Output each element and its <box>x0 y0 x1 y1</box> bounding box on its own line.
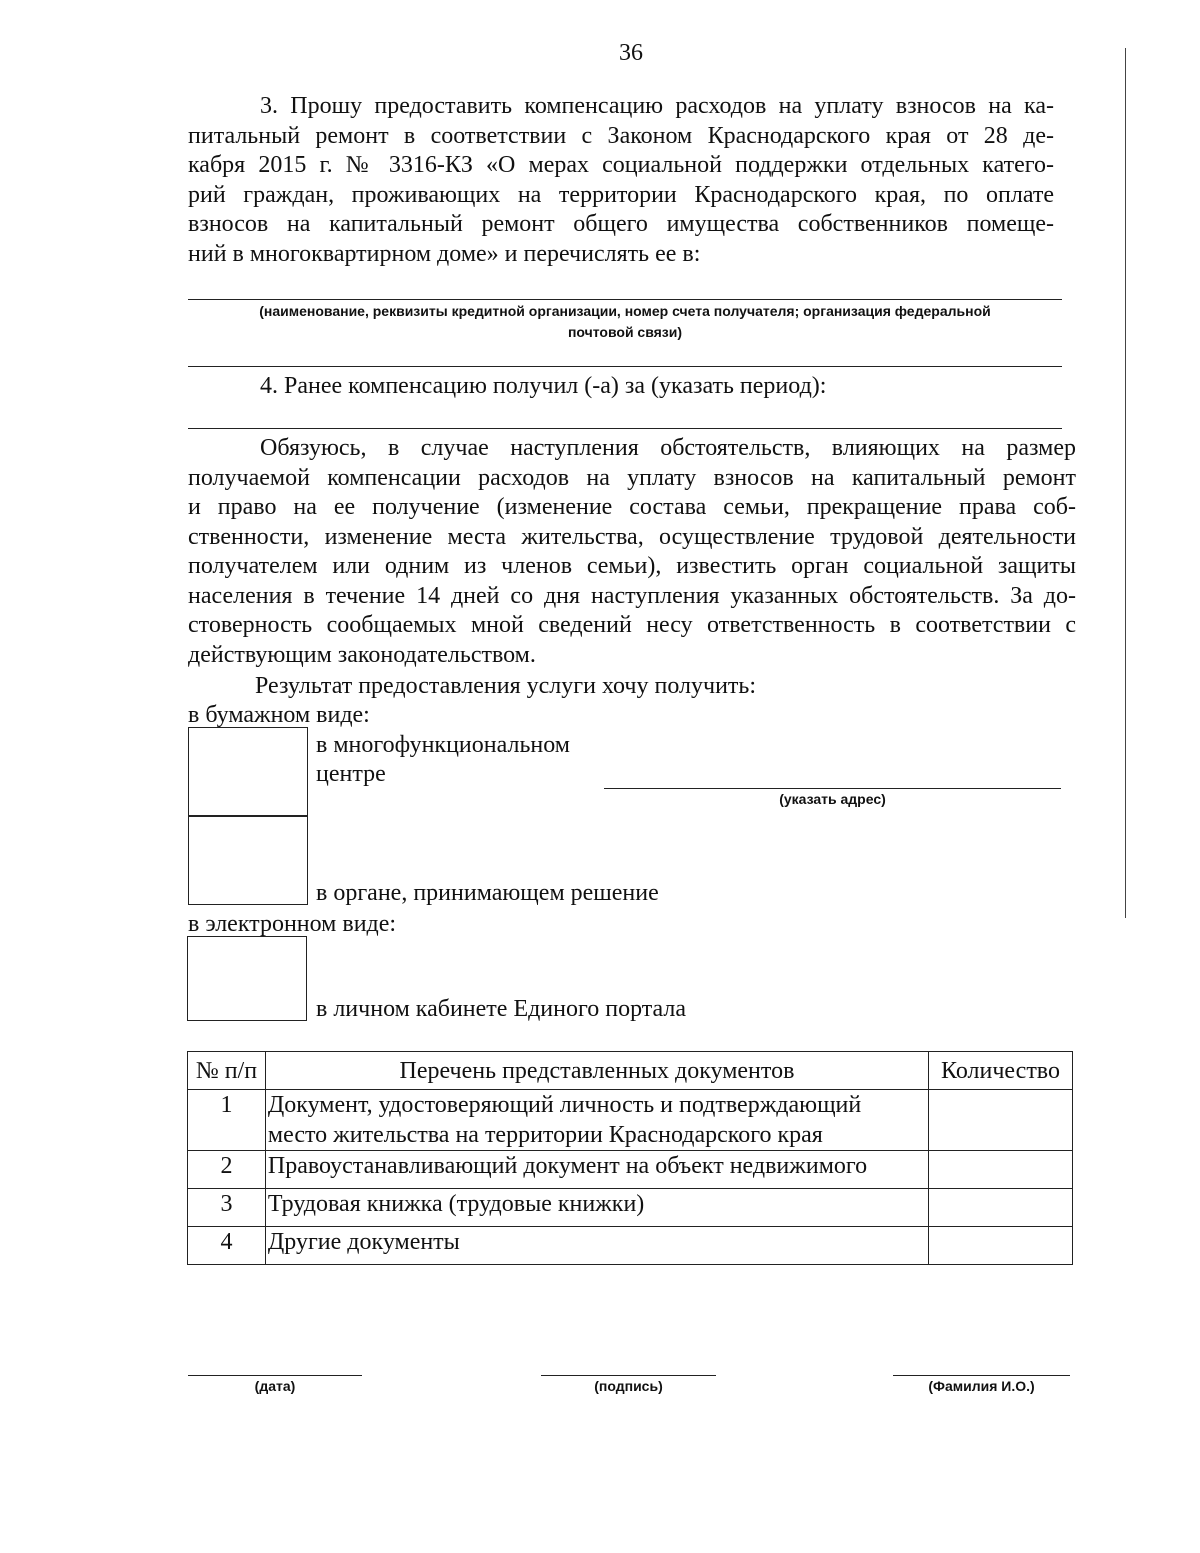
margin-rule <box>1125 48 1126 918</box>
header-quantity: Количество <box>929 1052 1073 1090</box>
obligation-line: Обязуюсь, в случае наступления обстоятельств, влияющих на размер <box>260 435 1076 461</box>
table-row <box>188 1227 1073 1265</box>
row-quantity[interactable] <box>929 1090 1073 1151</box>
row-document: Другие документы <box>265 1227 928 1265</box>
section-3-line: рий граждан, проживающих на территории Краснодарского края, по оплате <box>188 181 1054 208</box>
row-number: 4 <box>188 1227 266 1265</box>
row-number: 2 <box>188 1151 266 1189</box>
electronic-form-label: в электронном виде: <box>188 911 397 937</box>
row-document: Правоустанавливающий документ на объект недвижимого <box>265 1151 928 1189</box>
address-line[interactable] <box>604 788 1061 789</box>
organ-label: в органе, принимающем решение <box>316 880 659 906</box>
obligation-line: и право на ее получение (изменение состава семьи, прекращение права соб- <box>188 494 1076 520</box>
period-line[interactable] <box>188 428 1062 429</box>
address-caption: (указать адрес) <box>779 791 886 807</box>
obligation-line: получаемой компенсации расходов на уплату взносов на капитальный ремонт <box>188 464 1076 491</box>
section-3-line: взносов на капитальный ремонт общего имущества собственников помеще- <box>188 211 1054 237</box>
bank-caption-line-1: (наименование, реквизиты кредитной организации, номер счета получателя; организация федеральной <box>259 303 991 319</box>
section-3-line: 3. Прошу предоставить компенсацию расходов на уплату взносов на ка- <box>260 93 1054 119</box>
signature-line[interactable] <box>541 1375 716 1376</box>
bank-details-line-2[interactable] <box>188 366 1062 367</box>
table-row <box>188 1151 1073 1189</box>
bank-details-line[interactable] <box>188 299 1062 300</box>
portal-checkbox[interactable] <box>187 936 307 1021</box>
header-number: № п/п <box>188 1052 266 1090</box>
bank-details-caption <box>188 301 1062 343</box>
signature-caption: (подпись) <box>594 1378 663 1394</box>
row-document-line: Документ, удостоверяющий личность и подтверждающий <box>267 1092 862 1118</box>
obligation-line: населения в течение 14 дней со дня наступления указанных обстоятельств. За до- <box>188 582 1076 609</box>
section-3-paragraph <box>188 92 1054 269</box>
row-document: Трудовая книжка (трудовые книжки) <box>265 1189 928 1227</box>
obligation-line: ственности, изменение места жительства, осуществление трудовой деятельности <box>188 523 1076 550</box>
row-quantity[interactable] <box>929 1189 1073 1227</box>
paper-form-label: в бумажном виде: <box>188 702 370 728</box>
row-number: 1 <box>188 1090 266 1151</box>
table-row <box>188 1090 1073 1151</box>
obligation-paragraph <box>188 434 1076 670</box>
section-4-text: 4. Ранее компенсацию получил (-а) за (указать период): <box>260 373 827 399</box>
table-row <box>188 1189 1073 1227</box>
row-document-line: место жительства на территории Краснодарского края <box>267 1122 823 1148</box>
portal-label: в личном кабинете Единого портала <box>316 996 687 1022</box>
section-3-line: кабря 2015 г. № 3316-КЗ «О мерах социальной поддержки отдельных катего- <box>188 152 1054 178</box>
bank-caption-line-2: почтовой связи) <box>567 324 683 340</box>
row-quantity[interactable] <box>929 1227 1073 1265</box>
section-3-line: ний в многоквартирном доме» и перечислять ее в: <box>188 240 701 267</box>
obligation-line: стоверность сообщаемых мной сведений несу ответственность в соответствии с <box>188 612 1076 638</box>
name-line[interactable] <box>893 1375 1070 1376</box>
row-document <box>265 1090 928 1151</box>
table-header-row <box>188 1052 1073 1090</box>
section-3-line: питальный ремонт в соответствии с Законом Краснодарского края от 28 де- <box>188 122 1054 149</box>
documents-table <box>187 1051 1073 1265</box>
row-number: 3 <box>188 1189 266 1227</box>
mfc-label-line-1: в многофункциональном <box>316 732 570 758</box>
name-caption: (Фамилия И.О.) <box>928 1378 1035 1394</box>
result-intro: Результат предоставления услуги хочу получить: <box>255 673 757 699</box>
mfc-checkbox[interactable] <box>188 727 308 817</box>
date-line[interactable] <box>188 1375 362 1376</box>
obligation-line: получателем или одним из членов семьи), известить орган социальной защиты <box>188 553 1076 579</box>
mfc-label-line-2: центре <box>316 761 386 787</box>
header-documents: Перечень представленных документов <box>265 1052 928 1090</box>
row-quantity[interactable] <box>929 1151 1073 1189</box>
obligation-line: действующим законодательством. <box>188 641 536 668</box>
organ-checkbox[interactable] <box>188 815 308 905</box>
page-number: 36 <box>619 40 643 66</box>
date-caption: (дата) <box>254 1378 296 1394</box>
